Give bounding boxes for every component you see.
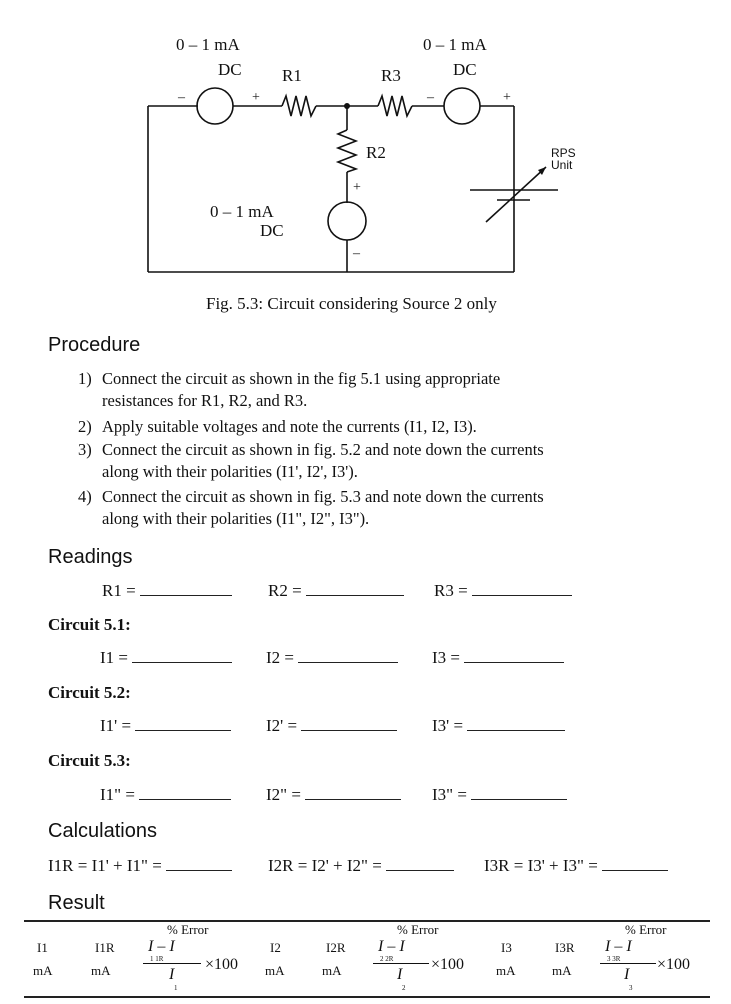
col-i2-header: I2 <box>270 940 281 955</box>
resistor-r2 <box>338 130 356 172</box>
figure-caption: Fig. 5.3: Circuit considering Source 2 only <box>206 294 497 313</box>
reading-i2-prime: I2' = <box>266 716 397 736</box>
col-i2r-unit: mA <box>322 963 342 978</box>
polarity-plus-right: + <box>503 90 511 105</box>
blank-line <box>386 856 454 871</box>
calc-i3r: I3R = I3' + I3" = <box>484 856 668 876</box>
blank-line <box>139 785 231 800</box>
col-i1-header: I1 <box>37 940 48 955</box>
blank-line <box>301 716 397 731</box>
resistor-r3 <box>378 96 412 116</box>
col-i2r-header: I2R <box>326 940 346 955</box>
step-2-line-1: Apply suitable voltages and note the currents (I1, I2, I3). <box>102 417 477 436</box>
reading-r3: R3 = <box>434 581 572 601</box>
result-heading: Result <box>48 892 105 914</box>
col-error-3-header: % Error <box>625 922 667 937</box>
blank-line <box>306 581 404 596</box>
rps-variable-arrow <box>486 167 546 222</box>
meter-right-range: 0 – 1 mA <box>423 35 487 54</box>
error-1-denominator: I <box>169 966 175 983</box>
blank-line <box>602 856 668 871</box>
error-3-den-subscript: 3 <box>629 984 633 992</box>
calc-i2r: I2R = I2' + I2" = <box>268 856 454 876</box>
error-2-fraction-bar <box>373 963 429 964</box>
reading-r1: R1 = <box>102 581 232 601</box>
reading-i1-prime: I1' = <box>100 716 231 736</box>
meter-mid-type: DC <box>260 221 284 240</box>
error-3-denominator: I <box>624 966 630 983</box>
blank-line <box>298 648 398 663</box>
col-i1-unit: mA <box>33 963 53 978</box>
col-i3-header: I3 <box>501 940 512 955</box>
meter-mid-range: 0 – 1 mA <box>210 202 274 221</box>
step-3-line-1: Connect the circuit as shown in fig. 5.2 and note down the currents <box>102 440 544 459</box>
error-2-multiplier: ×100 <box>431 956 465 973</box>
reading-i3: I3 = <box>432 648 564 668</box>
reading-r2: R2 = <box>268 581 404 601</box>
error-1-numerator: I – I <box>148 938 175 955</box>
step-4-line-1: Connect the circuit as shown in fig. 5.3 and note down the currents <box>102 487 544 506</box>
circuit-5-3-label: Circuit 5.3: <box>48 751 131 770</box>
rps-label-2: Unit <box>551 158 573 172</box>
blank-line <box>305 785 401 800</box>
col-i3-unit: mA <box>496 963 516 978</box>
resistor-r1 <box>282 96 316 116</box>
polarity-minus-mid: – <box>353 246 360 261</box>
step-4-line-2: along with their polarities (I1", I2", I3"). <box>102 509 370 528</box>
ammeter-right <box>444 88 480 124</box>
step-3-line-2: along with their polarities (I1', I2', I3'). <box>102 462 358 481</box>
procedure-step-2: 2) Apply suitable voltages and note the currents (I1, I2, I3). <box>78 415 92 439</box>
procedure-step-3: 3) Connect the circuit as shown in fig. 5.2 and note down the currents along with their polarities (I1', I2', I3'). <box>78 438 92 462</box>
readings-heading: Readings <box>48 546 133 568</box>
reading-i3-prime: I3' = <box>432 716 565 736</box>
col-i1r-unit: mA <box>91 963 111 978</box>
error-2-den-subscript: 2 <box>402 984 406 992</box>
ammeter-left <box>197 88 233 124</box>
blank-line <box>166 856 232 871</box>
blank-line <box>132 648 232 663</box>
blank-line <box>464 648 564 663</box>
polarity-plus-left: + <box>252 90 260 105</box>
polarity-minus-left: – <box>178 90 185 105</box>
calculations-heading: Calculations <box>48 820 157 842</box>
col-error-1-header: % Error <box>167 922 209 937</box>
polarity-minus-right: – <box>427 90 434 105</box>
error-1-fraction-bar <box>143 963 201 964</box>
error-3-numerator: I – I <box>605 938 632 955</box>
col-i2-unit: mA <box>265 963 285 978</box>
col-i1r-header: I1R <box>95 940 115 955</box>
step-1-line-1: Connect the circuit as shown in the fig 5.1 using appropriate <box>102 369 501 388</box>
r1-label: R1 <box>282 66 302 85</box>
meter-right-type: DC <box>453 60 477 79</box>
calc-i1r: I1R = I1' + I1" = <box>48 856 232 876</box>
r3-label: R3 <box>381 66 401 85</box>
procedure-heading: Procedure <box>48 334 141 356</box>
error-1-den-subscript: 1 <box>174 984 178 992</box>
blank-line <box>135 716 231 731</box>
reading-i1: I1 = <box>100 648 232 668</box>
meter-left-range: 0 – 1 mA <box>176 35 240 54</box>
reading-i1-double-prime: I1" = <box>100 785 231 805</box>
reading-i2: I2 = <box>266 648 398 668</box>
ammeter-mid <box>328 202 366 240</box>
blank-line <box>472 581 572 596</box>
procedure-step-1: 1) Connect the circuit as shown in the fig 5.1 using appropriate resistances for R1, R2, and R3. <box>78 367 92 391</box>
reading-i2-double-prime: I2" = <box>266 785 401 805</box>
error-1-multiplier: ×100 <box>205 956 239 973</box>
error-2-numerator: I – I <box>378 938 405 955</box>
result-table-bottom-rule <box>24 996 710 998</box>
blank-line <box>140 581 232 596</box>
blank-line <box>471 785 567 800</box>
blank-line <box>467 716 565 731</box>
step-1-line-2: resistances for R1, R2, and R3. <box>102 391 308 410</box>
circuit-5-2-label: Circuit 5.2: <box>48 683 131 702</box>
error-3-fraction-bar <box>600 963 656 964</box>
polarity-plus-mid: + <box>353 180 361 195</box>
reading-i3-double-prime: I3" = <box>432 785 567 805</box>
error-3-num-subscripts: 3 3R <box>607 955 621 963</box>
col-error-2-header: % Error <box>397 922 439 937</box>
rps-label-1: RPS <box>551 146 576 160</box>
col-i3r-header: I3R <box>555 940 575 955</box>
result-table-top-rule <box>24 920 710 922</box>
error-1-num-subscripts: 1 1R <box>150 955 164 963</box>
error-2-denominator: I <box>397 966 403 983</box>
error-3-multiplier: ×100 <box>657 956 691 973</box>
junction-dot <box>344 103 350 109</box>
meter-left-type: DC <box>218 60 242 79</box>
error-2-num-subscripts: 2 2R <box>380 955 394 963</box>
col-i3r-unit: mA <box>552 963 572 978</box>
procedure-step-4: 4) Connect the circuit as shown in fig. 5.3 and note down the currents along with their polarities (I1", I2", I3"). <box>78 485 92 509</box>
circuit-5-1-label: Circuit 5.1: <box>48 615 131 634</box>
r2-label: R2 <box>366 143 386 162</box>
